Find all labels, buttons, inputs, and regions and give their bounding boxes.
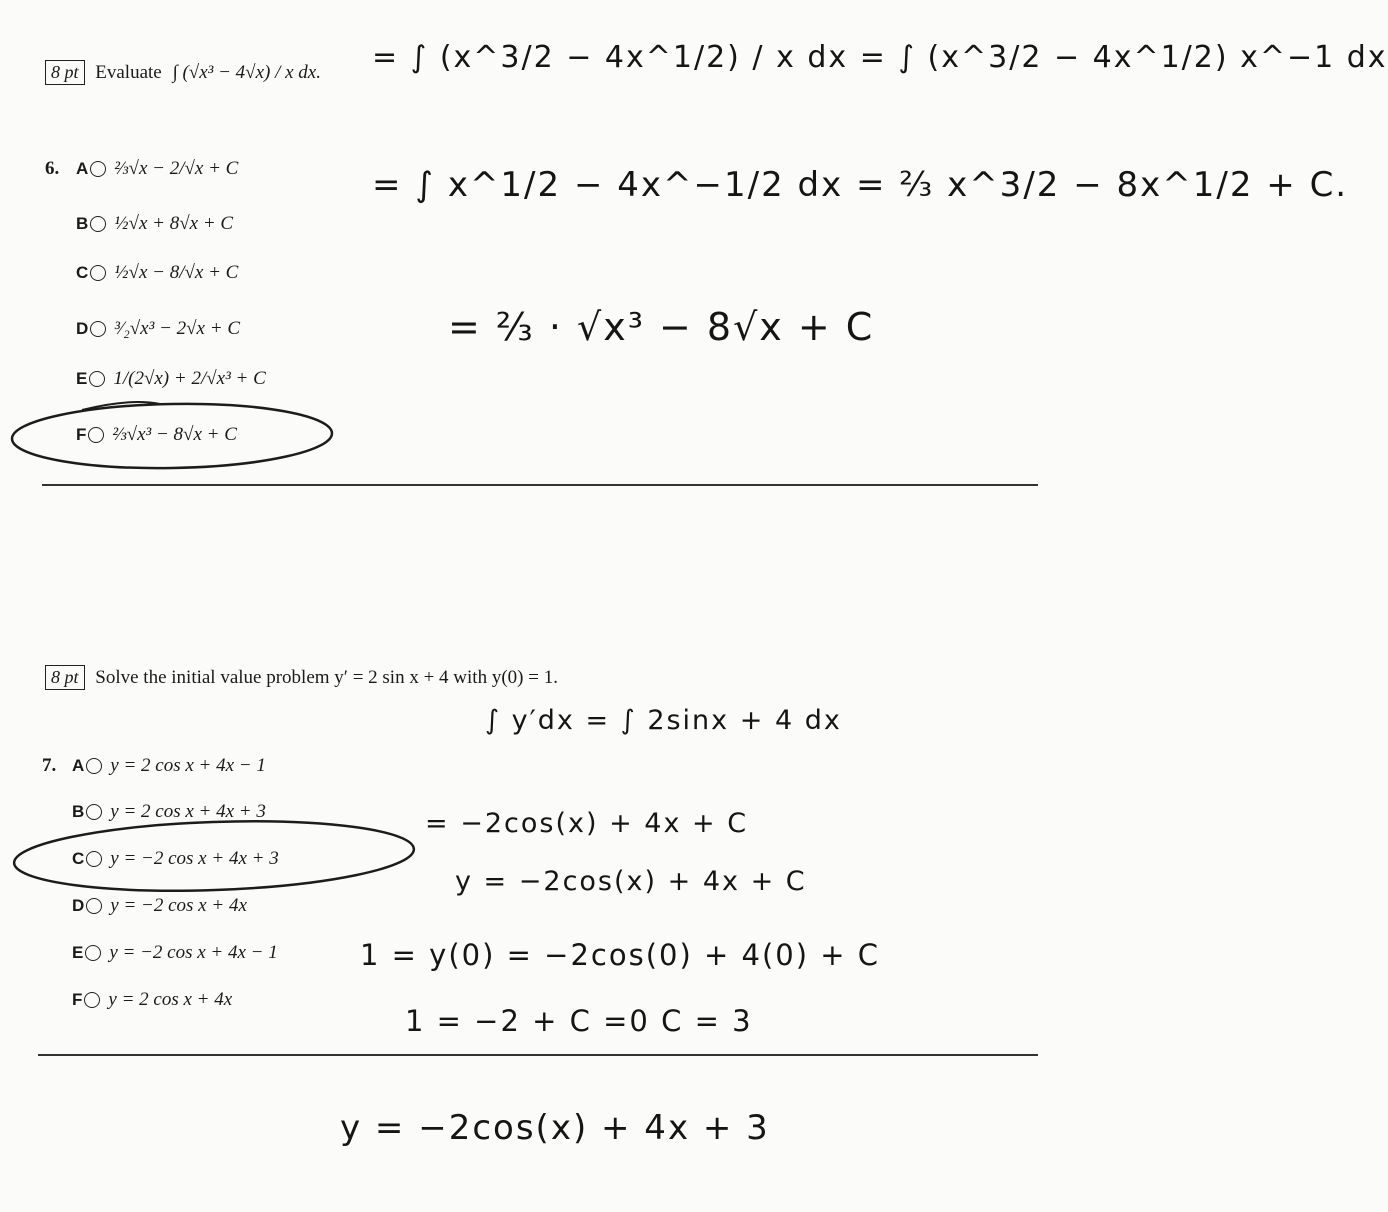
- choice-letter: B: [76, 214, 89, 233]
- q6-circle-tail: [82, 402, 160, 410]
- radio-bubble[interactable]: [90, 161, 106, 177]
- q6-integral: ∫ (√x³ − 4√x) / x dx.: [172, 62, 321, 83]
- q7-choice-b[interactable]: [72, 801, 266, 823]
- choice-letter: F: [76, 425, 87, 444]
- q7-choice-c[interactable]: [72, 848, 279, 870]
- choice-letter: E: [76, 369, 88, 388]
- section-divider-1: [42, 484, 1038, 486]
- radio-bubble[interactable]: [90, 216, 106, 232]
- q6-work-line-2: = ∫ x^1/2 − 4x^−1/2 dx = ⅔ x^3/2 − 8x^1/2 + C.: [372, 165, 1349, 205]
- q7-choice-f[interactable]: [72, 989, 232, 1011]
- q7-work-line-3: y = −2cos(x) + 4x + C: [455, 866, 807, 897]
- q6-choice-f[interactable]: [76, 424, 237, 446]
- q7-work-line-1: ∫ y′dx = ∫ 2sinx + 4 dx: [485, 705, 842, 736]
- radio-bubble[interactable]: [88, 427, 104, 443]
- choice-text: 1/(2√x) + 2/√x³ + C: [113, 368, 266, 389]
- q7-work-line-4: 1 = y(0) = −2cos(0) + 4(0) + C: [360, 938, 881, 972]
- choice-letter: F: [72, 990, 83, 1009]
- choice-text: ³⁄₂√x³ − 2√x + C: [114, 318, 240, 339]
- radio-bubble[interactable]: [86, 898, 102, 914]
- q7-work-line-2: = −2cos(x) + 4x + C: [425, 808, 749, 839]
- radio-bubble[interactable]: [90, 265, 106, 281]
- q6-choice-b[interactable]: [76, 213, 233, 235]
- choice-text: y = −2 cos x + 4x − 1: [109, 942, 278, 963]
- choice-text: y = −2 cos x + 4x + 3: [110, 848, 279, 869]
- q6-choice-d[interactable]: [76, 318, 240, 340]
- q7-choice-d[interactable]: [72, 895, 247, 917]
- choice-letter: A: [76, 159, 89, 178]
- radio-bubble[interactable]: [90, 321, 106, 337]
- choice-letter: A: [72, 756, 85, 775]
- radio-bubble[interactable]: [85, 945, 101, 961]
- choice-letter: C: [72, 849, 85, 868]
- choice-text: ⅔√x − 2/√x + C: [114, 158, 239, 179]
- q6-number: 6.: [45, 158, 60, 179]
- q6-choice-c[interactable]: [76, 262, 238, 284]
- choice-text: y = −2 cos x + 4x: [110, 895, 247, 916]
- choice-letter: D: [72, 896, 85, 915]
- choice-text: y = 2 cos x + 4x: [108, 989, 233, 1010]
- q6-work-line-3: = ⅔ · √x³ − 8√x + C: [448, 305, 875, 349]
- q7-choice-e[interactable]: [72, 942, 278, 964]
- section-divider-2: [38, 1054, 1038, 1056]
- q7-final-answer: y = −2cos(x) + 4x + 3: [340, 1108, 770, 1148]
- q7-prompt-row: [45, 665, 558, 690]
- choice-letter: E: [72, 943, 84, 962]
- radio-bubble[interactable]: [89, 371, 105, 387]
- radio-bubble[interactable]: [86, 758, 102, 774]
- choice-letter: B: [72, 802, 85, 821]
- q7-prompt: Solve the initial value problem y′ = 2 sin x + 4 with y(0) = 1.: [95, 667, 558, 688]
- choice-letter: C: [76, 263, 89, 282]
- q6-choice-e[interactable]: [76, 368, 266, 390]
- q6-prompt: [45, 60, 321, 85]
- q7-points-box: 8 pt: [45, 665, 85, 690]
- radio-bubble[interactable]: [84, 992, 100, 1008]
- choice-text: y = 2 cos x + 4x − 1: [110, 755, 266, 776]
- q7-number: 7.: [42, 755, 57, 776]
- choice-text: ½√x − 8/√x + C: [114, 262, 239, 283]
- choice-text: ⅔√x³ − 8√x + C: [112, 424, 237, 445]
- q6-choice-a[interactable]: [76, 158, 238, 180]
- q6-prompt-word: Evaluate: [95, 62, 162, 83]
- radio-bubble[interactable]: [86, 851, 102, 867]
- choice-text: y = 2 cos x + 4x + 3: [110, 801, 266, 822]
- q6-work-line-1: = ∫ (x^3/2 − 4x^1/2) / x dx = ∫ (x^3/2 − 4x^1/2) x^−1 dx: [372, 40, 1388, 75]
- q7-work-line-5: 1 = −2 + C =0 C = 3: [405, 1004, 753, 1038]
- choice-text: ½√x + 8√x + C: [114, 213, 234, 234]
- choice-letter: D: [76, 319, 89, 338]
- q6-points-box: 8 pt: [45, 60, 85, 85]
- q7-choice-a[interactable]: [72, 755, 266, 777]
- radio-bubble[interactable]: [86, 804, 102, 820]
